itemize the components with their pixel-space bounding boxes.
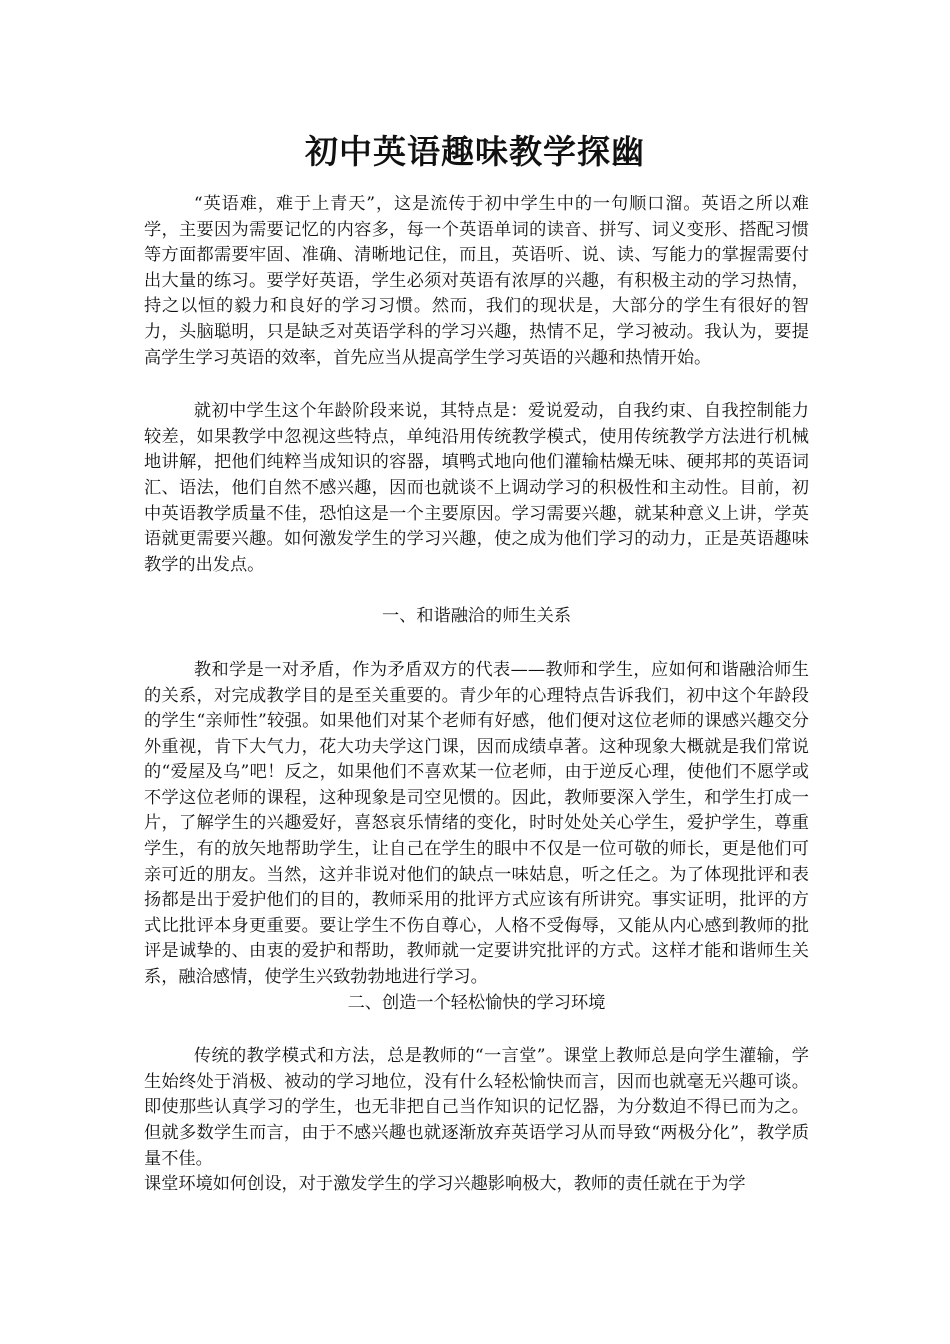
paragraph-traditional-model: 传统的教学模式和方法，总是教师的“一言堂”。课堂上教师总是向学生灌输，学生始终处于消极、被动的学习地位，没有什么轻松愉快而言，因而也就毫无兴趣可谈。即使那些认真学习的学生，也无非把自己当作知识的记忆器，为分数迫不得已而为之。但就多数学生而言，由于不感兴趣也就逐渐放弃英语学习从而导致“两极分化”，教学质量不佳。 xyxy=(144,1046,809,1169)
paragraph-spacer xyxy=(144,1016,809,1044)
paragraph-spacer xyxy=(144,630,809,658)
paragraph-age-characteristics: 就初中学生这个年龄阶段来说，其特点是：爱说爱动，自我约束、自我控制能力较差，如果教学中忽视这些特点，单纯沿用传统教学模式，使用传统教学方法进行机械地讲解，把他们纯粹当成知识的容器，填鸭式地向他们灌输枯燥无味、硬邦邦的英语词汇、语法，他们自然不感兴趣，因而也就谈不上调动学习的积极性和主动性。目前，初中英语教学质量不佳，恐怕这是一个主要原因。学习需要兴趣，就某种意义上讲，学英语就更需要兴趣。如何激发学生的学习兴趣，使之成为他们学习的动力，正是英语趣味教学的出发点。 xyxy=(144,401,809,575)
paragraph-classroom-environment: 课堂环境如何创设，对于激发学生的学习兴趣影响极大，教师的责任就在于为学 xyxy=(144,1174,746,1195)
paragraph-spacer xyxy=(144,371,809,399)
document-body xyxy=(144,192,809,1198)
section-heading-1: 一、和谐融洽的师生关系 xyxy=(381,606,572,627)
paragraph-spacer xyxy=(144,578,809,604)
paragraph-teacher-student: 教和学是一对矛盾，作为矛盾双方的代表——教师和学生，应如何和谐融洽师生的关系，对完成教学目的是至关重要的。青少年的心理特点告诉我们，初中这个年龄段的学生“亲师性”较强。如果他们对某个老师有好感，他们便对这位老师的课感兴趣交分外重视，肯下大气力，花大功夫学这门课，因而成绩卓著。这种现象大概就是我们常说的“爱屋及乌”吧！反之，如果他们不喜欢某一位老师，由于逆反心理，使他们不愿学或不学这位老师的课程，这种现象是司空见惯的。因此，教师要深入学生，和学生打成一片，了解学生的兴趣爱好，喜怒哀乐情绪的变化，时时处处关心学生，爱护学生，尊重学生，有的放矢地帮助学生，让自己在学生的眼中不仅是一位可敬的师长，更是他们可亲可近的朋友。当然，这并非说对他们的缺点一味姑息，听之任之。为了体现批评和表扬都是出于爱护他们的目的，教师采用的批评方式应该有所讲究。事实证明，批评的方式比批评本身更重要。要让学生不伤自尊心，人格不受侮辱，又能从内心感到教师的批评是诚挚的、由衷的爱护和帮助，教师就一定要讲究批评的方式。这样才能和谐师生关系，融洽感情，使学生兴致勃勃地进行学习。 xyxy=(144,659,809,988)
document-title: 初中英语趣味教学探幽 xyxy=(305,132,645,171)
section-heading-2: 二、创造一个轻松愉快的学习环境 xyxy=(347,992,606,1013)
paragraph-intro: “英语难，难于上青天”，这是流传于初中学生中的一句顺口溜。英语之所以难学，主要因为需要记忆的内容多，每一个英语单词的读音、拼写、词义变形、搭配习惯等方面都需要牢固、准确、清晰地记住，而且，英语听、说、读、写能力的掌握需要付出大量的练习。要学好英语，学生必须对英语有浓厚的兴趣，有积极主动的学习热情，持之以恒的毅力和良好的学习习惯。然而，我们的现状是，大部分的学生有很好的智力，头脑聪明，只是缺乏对英语学科的学习兴趣，热情不足，学习被动。我认为，要提高学生学习英语的效率，首先应当从提高学生学习英语的兴趣和热情开始。 xyxy=(144,194,809,368)
